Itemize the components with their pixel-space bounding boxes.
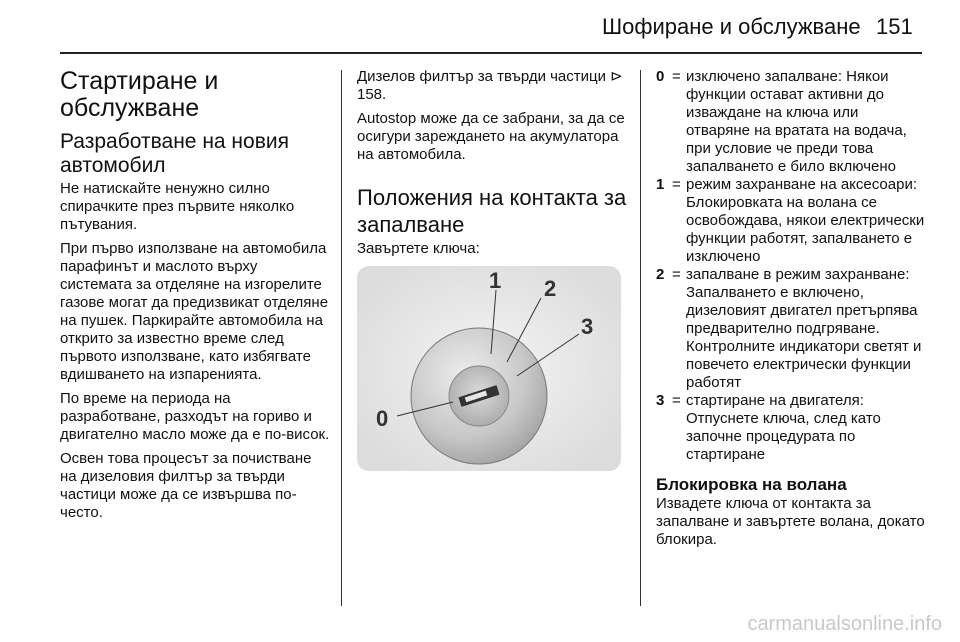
list-item xyxy=(656,266,926,392)
position-label-2: 2 xyxy=(544,276,557,301)
subsection-title: Разработване на новия автомобил xyxy=(60,130,289,177)
item-key: 3 xyxy=(656,392,665,409)
watermark: carmanualsonline.info xyxy=(747,613,942,635)
item-eq: = xyxy=(672,176,681,193)
item-description: изключено запалване: Някои функции остават активни до изваждане на ключа или отваряне на вратата на водача, при условие че преди това запалването е било включено xyxy=(686,68,907,175)
paragraph: Освен това процесът за почистване на дизеловия филтър за твърди частици може да се извършва по-често. xyxy=(60,450,312,521)
subsection-title: Блокировка на волана xyxy=(656,475,847,494)
header-rule xyxy=(60,52,922,54)
item-key: 2 xyxy=(656,266,665,283)
paragraph: По време на периода на разработване, разходът на гориво и двигателно масло може да е по-висок. xyxy=(60,390,330,443)
item-description: запалване в режим захранване: Запалването е включено, дизеловият двигател претърпява предварително подгряване. Контролните индикатори светят и повечето електрически функции работят xyxy=(686,266,922,391)
column-3 xyxy=(656,68,926,555)
paragraph: Завъртете ключа: xyxy=(357,240,480,257)
paragraph: Не натискайте ненужно силно спирачките през първите няколко пътувания. xyxy=(60,180,295,233)
page-number: 151 xyxy=(876,14,913,39)
item-description: стартиране на двигателя: Отпуснете ключа, след като започне процедурата по стартиране xyxy=(686,392,881,463)
item-eq: = xyxy=(672,266,681,283)
column-divider-2 xyxy=(640,70,641,606)
page-header-title: Шофиране и обслужване xyxy=(602,14,861,39)
paragraph: Autostop може да се забрани, за да се осигури зареждането на акумулатора на автомобила. xyxy=(357,110,625,163)
column-1 xyxy=(60,68,330,528)
section-title: Стартиране и обслужване xyxy=(60,67,219,122)
ignition-positions-list xyxy=(656,68,926,464)
item-key: 0 xyxy=(656,68,665,85)
list-item xyxy=(656,392,926,464)
ignition-switch-diagram xyxy=(357,266,639,471)
list-item xyxy=(656,176,926,266)
column-divider-1 xyxy=(341,70,342,606)
paragraph: Извадете ключа от контакта за запалване и завъртете волана, докато блокира. xyxy=(656,495,925,548)
position-label-0: 0 xyxy=(376,406,389,431)
paragraph: При първо използване на автомобила парафинът и маслото върху системата за отделяне на изгорелите газове могат да предизвикат отделяне на пушек. Паркирайте автомобила на открито за известно време след първото използване, като избягвате вдишването на изпаренията. xyxy=(60,240,329,383)
column-2 xyxy=(357,68,629,471)
item-eq: = xyxy=(672,68,681,85)
subsection-title: Положения на контакта за запалване xyxy=(357,185,627,237)
item-description: режим захранване на аксесоари: Блокировката на волана се освобождава, някои електрически функции работят, запалването е изключено xyxy=(686,176,925,265)
list-item xyxy=(656,68,926,176)
item-eq: = xyxy=(672,392,681,409)
item-key: 1 xyxy=(656,176,665,193)
position-label-3: 3 xyxy=(581,314,594,339)
position-label-1: 1 xyxy=(489,268,502,293)
paragraph: Дизелов филтър за твърди частици ⊳ 158. xyxy=(357,68,623,103)
ignition-switch-illustration xyxy=(357,266,639,471)
